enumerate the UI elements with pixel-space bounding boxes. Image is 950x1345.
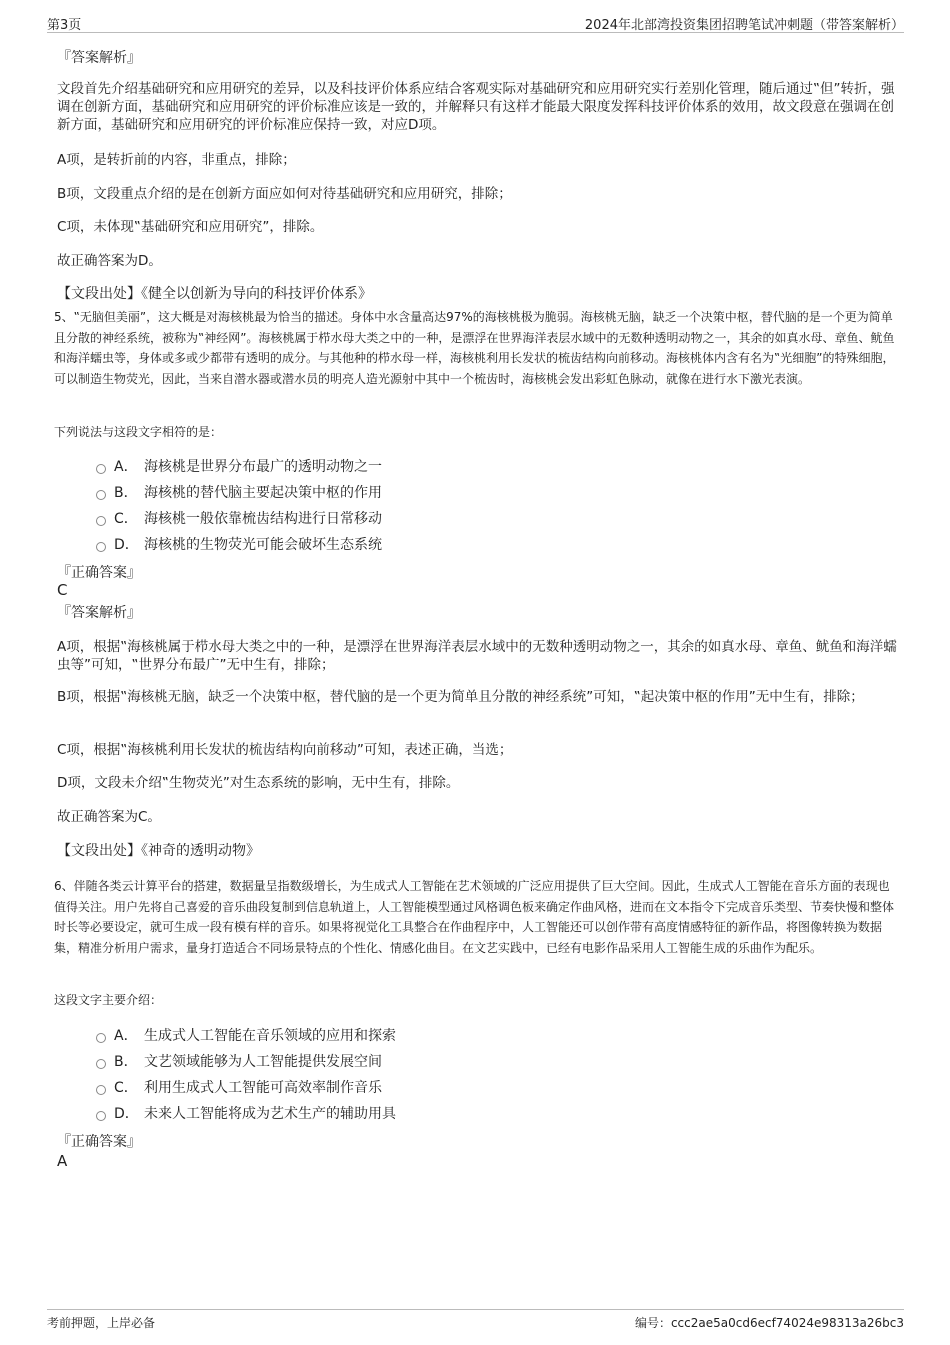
answer-label: 『正确答案』 [57, 565, 141, 581]
question-6-option-b[interactable]: B． 文艺领域能够为人工智能提供发展空间 [96, 1053, 382, 1071]
analysis-option-c: C项，根据‟海核桃利用长发状的梳齿结构向前移动”可知，表述正确，当选； [57, 742, 513, 758]
footer-slogan: 考前押题，上岸必备 [47, 1316, 156, 1330]
question-5-option-d[interactable]: D． 海核桃的生物荧光可能会破坏生态系统 [96, 536, 382, 554]
analysis-option-d: D项，文段未介绍‟生物荧光”对生态系统的影响，无中生有，排除。 [57, 775, 460, 791]
radio-icon[interactable] [96, 1033, 106, 1043]
analysis-option-a: A项，是转折前的内容，非重点，排除； [57, 152, 296, 168]
radio-icon[interactable] [96, 490, 106, 500]
question-6-option-d[interactable]: D． 未来人工智能将成为艺术生产的辅助用具 [96, 1105, 396, 1123]
page-number: 第3页 [47, 18, 82, 33]
analysis-conclusion: 故正确答案为D。 [57, 253, 162, 269]
correct-answer: C [57, 581, 68, 599]
radio-icon[interactable] [96, 516, 106, 526]
analysis-option-b: B项，文段重点介绍的是在创新方面应如何对待基础研究和应用研究，排除； [57, 186, 512, 202]
analysis-label: 『答案解析』 [57, 605, 141, 621]
header-divider [47, 32, 904, 33]
radio-icon[interactable] [96, 1059, 106, 1069]
radio-icon[interactable] [96, 1111, 106, 1121]
radio-icon[interactable] [96, 1085, 106, 1095]
analysis-option-b: B项，根据‟海核桃无脑，缺乏一个决策中枢，替代脑的是一个更为简单且分散的神经系统”可知，‟起决策中枢的作用”无中生有，排除； [57, 689, 864, 705]
analysis-label: 『答案解析』 [57, 50, 141, 66]
radio-icon[interactable] [96, 542, 106, 552]
question-5-prompt: 下列说法与这段文字相符的是： [54, 425, 223, 439]
footer-divider [47, 1309, 904, 1310]
question-6-text: 6、伴随各类云计算平台的搭建，数据量呈指数级增长，为生成式人工智能在艺术领域的广泛应用提供了巨大空间。因此，生成式人工智能在音乐方面的表现也值得关注。用户先将自己喜爱的音乐曲段复制到信息轨道上，人工智能模型通过风格调色板来确定作曲风格，进而在文本指令下完成音乐类型、节奏快慢和整体时长等必要设定，就可生成一段有模有样的音乐。如果将视觉化工具整合在作曲程序中，人工智能还可以创作带有高度情感特征的新作品，将图像转换为数据集，精准分析用户需求，量身打造适合不同场景特点的个性化、情感化曲目。在文艺实践中，已经有电影作品采用人工智能生成的乐曲作为配乐。 [54, 879, 895, 955]
passage-source: 【文段出处】《神奇的透明动物》 [57, 843, 260, 859]
answer-label: 『正确答案』 [57, 1134, 141, 1150]
analysis-conclusion: 故正确答案为C。 [57, 809, 161, 825]
question-5-option-b[interactable]: B． 海核桃的替代脑主要起决策中枢的作用 [96, 484, 382, 502]
analysis-option-c: C项，未体现‟基础研究和应用研究”，排除。 [57, 219, 324, 235]
question-6-option-a[interactable]: A． 生成式人工智能在音乐领域的应用和探索 [96, 1027, 396, 1045]
correct-answer: A [57, 1152, 68, 1170]
passage-source: 【文段出处】《健全以创新为导向的科技评价体系》 [57, 286, 372, 302]
document-title: 2024年北部湾投资集团招聘笔试冲刺题（带答案解析） [584, 18, 904, 33]
question-6-option-c[interactable]: C． 利用生成式人工智能可高效率制作音乐 [96, 1079, 382, 1097]
analysis-main: 文段首先介绍基础研究和应用研究的差异，以及科技评价体系应结合客观实际对基础研究和应用研究实行差别化管理，随后通过‟但”转折，强调在创新方面，基础研究和应用研究的评价标准应该是一致的，并解释只有这样才能最大限度发挥科技评价体系的效用，故文段意在强调在创新方面，基础研究和应用研究的评价标准应保持一致，对应D项。 [57, 81, 895, 133]
question-5-text: 5、‟无脑但美丽”，这大概是对海核桃最为恰当的描述。身体中水含量高达97%的海核桃极为脆弱。海核桃无脑，缺乏一个决策中枢，替代脑的是一个更为简单且分散的神经系统，被称为‟神经网”。海核桃属于栉水母大类之中的一种，是漂浮在世界海洋表层水域中的无数种透明动物之一，其余的如真水母、章鱼、鱿鱼和海洋蠕虫等，身体或多或少都带有透明的成分。与其他种的栉水母一样，海核桃利用长发状的梳齿结构向前移动。海核桃体内含有名为‟光细胞”的特殊细胞，可以制造生物荧光，因此，当来自潜水器或潜水员的明亮人造光源射中其中一个梳齿时，海核桃会发出彩虹色脉动，就像在进行水下激光表演。 [54, 310, 895, 386]
radio-icon[interactable] [96, 464, 106, 474]
question-5-option-a[interactable]: A． 海核桃是世界分布最广的透明动物之一 [96, 458, 382, 476]
question-6-prompt: 这段文字主要介绍： [54, 993, 163, 1007]
analysis-option-a: A项，根据‟海核桃属于栉水母大类之中的一种，是漂浮在世界海洋表层水域中的无数种透明动物之一，其余的如真水母、章鱼、鱿鱼和海洋蠕虫等”可知，‟世界分布最广”无中生有，排除； [57, 639, 897, 673]
document-id: 编号：ccc2ae5a0cd6ecf74024e98313a26bc3 [634, 1316, 904, 1330]
question-5-option-c[interactable]: C． 海核桃一般依靠梳齿结构进行日常移动 [96, 510, 382, 528]
